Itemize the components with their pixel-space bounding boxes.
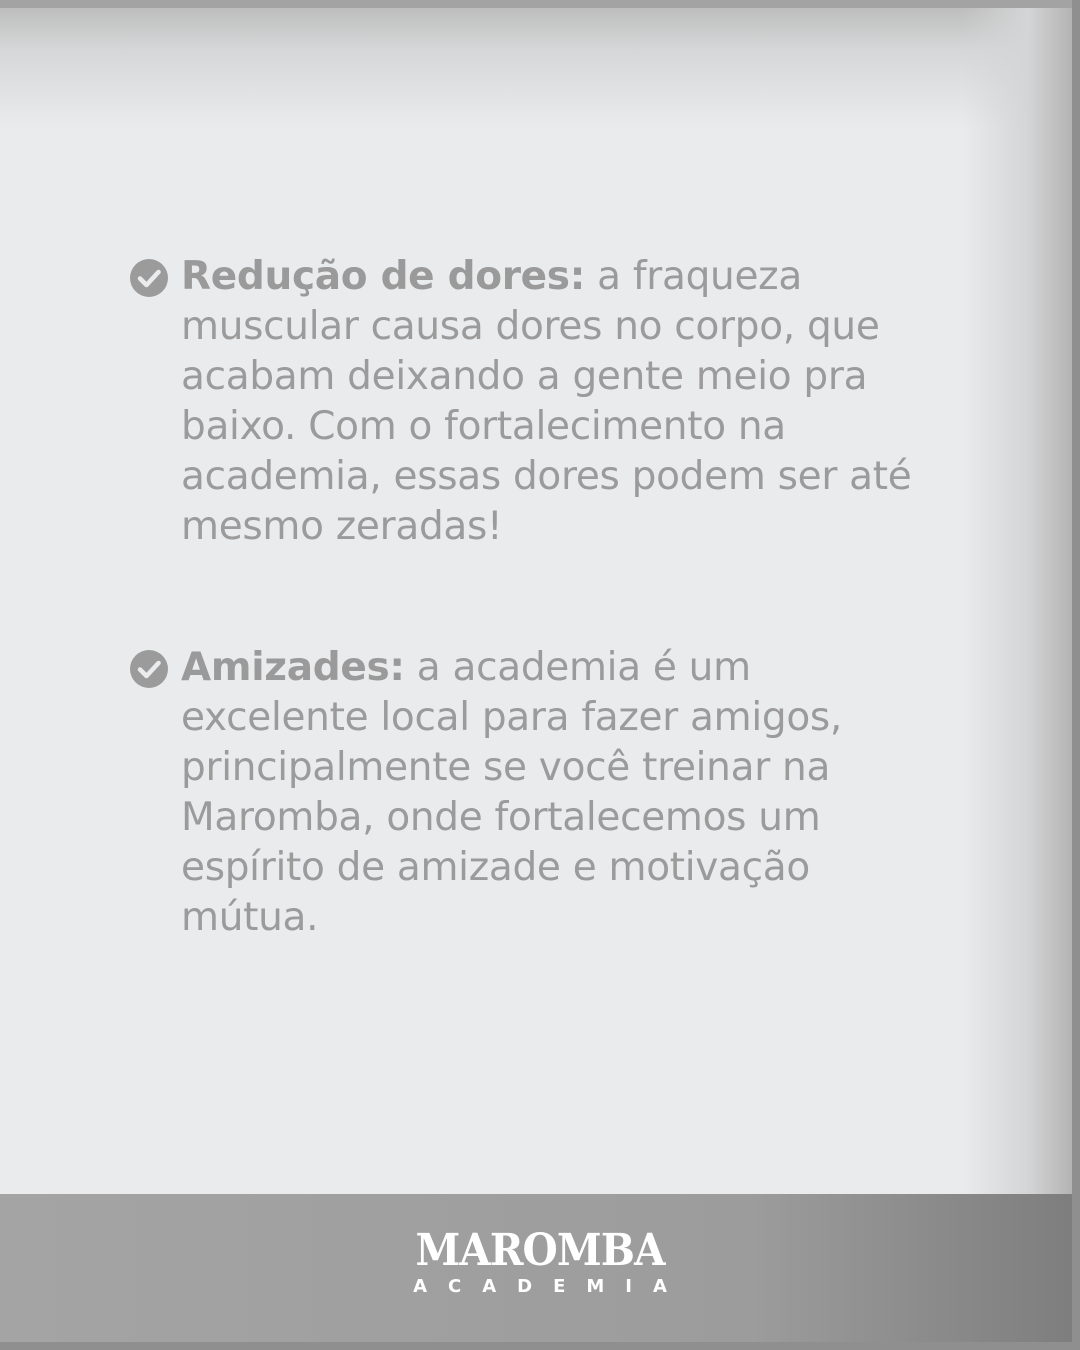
- logo-subtitle: ACADEMIA: [413, 1276, 688, 1297]
- benefit-title: Amizades:: [181, 645, 405, 690]
- frame-edge-bottom: [0, 1342, 1080, 1350]
- content-panel: [0, 8, 1072, 1194]
- maromba-logo: [0, 1225, 1080, 1298]
- check-circle-icon: [130, 259, 168, 297]
- benefit-text: [181, 252, 930, 552]
- frame-edge-right: [1072, 0, 1080, 1350]
- benefit-description: a fraqueza muscular causa dores no corpo, que acabam deixando a gente meio pra baixo. Com o fortalecimento na academia, essas dores podem ser até mesmo zeradas!: [181, 254, 912, 549]
- benefit-item-pain-reduction: [130, 252, 930, 552]
- benefit-text: [181, 643, 930, 943]
- benefit-description: a academia é um excelente local para fazer amigos, principalmente se você treinar na Maromba, onde fortalecemos um espírito de amizade e motivação mútua.: [181, 645, 843, 940]
- benefit-title: Redução de dores:: [181, 254, 586, 299]
- check-circle-icon: [130, 650, 168, 688]
- right-shadow: [962, 8, 1072, 1194]
- top-shadow: [0, 8, 1072, 128]
- logo-brand: MAROMBA: [415, 1225, 665, 1276]
- benefit-item-friendships: [130, 643, 930, 943]
